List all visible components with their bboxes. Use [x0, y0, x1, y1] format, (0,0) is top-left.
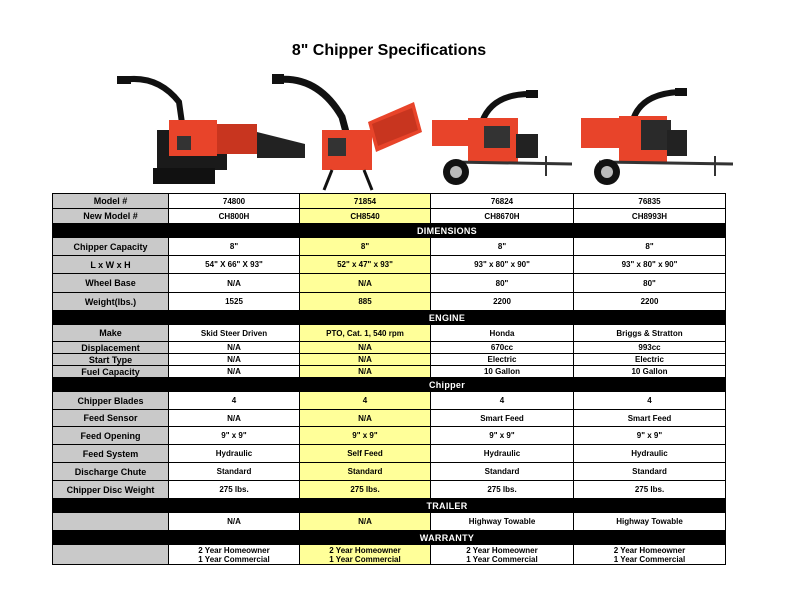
row-label: Start Type	[53, 354, 169, 366]
cell: Standard	[574, 463, 726, 481]
chipper-towable-honda-image	[422, 72, 582, 192]
cell: N/A	[300, 366, 431, 378]
cell: 9" x 9"	[574, 427, 726, 445]
section-header	[53, 531, 726, 545]
section-spacer	[53, 378, 169, 392]
cell	[574, 545, 726, 565]
cell: PTO, Cat. 1, 540 rpm	[300, 325, 431, 342]
table-row	[53, 427, 726, 445]
warranty-line-1: 2 Year Homeowner	[466, 545, 538, 555]
cell: 4	[300, 392, 431, 410]
cell: 8"	[169, 238, 300, 256]
cell: Briggs & Stratton	[574, 325, 726, 342]
cell: Electric	[574, 354, 726, 366]
cell	[169, 545, 300, 565]
cell: 54" X 66" X 93"	[169, 256, 300, 274]
chipper-pto-image	[272, 72, 422, 192]
cell: 275 lbs.	[169, 481, 300, 499]
row-label: Fuel Capacity	[53, 366, 169, 378]
section-title-warranty: WARRANTY	[169, 531, 726, 545]
cell: 93" x 80" x 90"	[574, 256, 726, 274]
cell: Highway Towable	[431, 513, 574, 531]
table-row	[53, 238, 726, 256]
cell: N/A	[300, 354, 431, 366]
warranty-line-1: 2 Year Homeowner	[613, 545, 686, 555]
cell: 52" x 47" x 93"	[300, 256, 431, 274]
table-row	[53, 209, 726, 224]
cell: CH8993H	[574, 209, 726, 224]
table-row	[53, 293, 726, 311]
section-title-trailer: TRAILER	[169, 499, 726, 513]
cell: CH800H	[169, 209, 300, 224]
row-label: Chipper Blades	[53, 392, 169, 410]
section-title-chipper: Chipper	[169, 378, 726, 392]
cell: 80"	[431, 274, 574, 293]
cell: 275 lbs.	[300, 481, 431, 499]
cell: Electric	[431, 354, 574, 366]
section-header	[53, 311, 726, 325]
cell: N/A	[300, 410, 431, 427]
cell: 275 lbs.	[431, 481, 574, 499]
cell: CH8670H	[431, 209, 574, 224]
table-row	[53, 445, 726, 463]
section-header	[53, 224, 726, 238]
cell: 275 lbs.	[574, 481, 726, 499]
cell: 4	[169, 392, 300, 410]
product-images	[117, 72, 737, 192]
cell: N/A	[169, 342, 300, 354]
warranty-line-1: 2 Year Homeowner	[198, 545, 270, 555]
cell: Highway Towable	[574, 513, 726, 531]
cell: Hydraulic	[574, 445, 726, 463]
cell: 885	[300, 293, 431, 311]
table-row	[53, 366, 726, 378]
cell: Smart Feed	[431, 410, 574, 427]
row-label: Wheel Base	[53, 274, 169, 293]
row-label	[53, 545, 169, 565]
cell: 1525	[169, 293, 300, 311]
row-label: Feed Opening	[53, 427, 169, 445]
cell: N/A	[300, 274, 431, 293]
row-label: Weight(lbs.)	[53, 293, 169, 311]
cell: 76824	[431, 194, 574, 209]
section-spacer	[53, 311, 169, 325]
cell: 2200	[431, 293, 574, 311]
cell: Standard	[431, 463, 574, 481]
section-spacer	[53, 499, 169, 513]
warranty-line-2: 1 Year Commercial	[329, 554, 401, 564]
cell: 76835	[574, 194, 726, 209]
cell: 670cc	[431, 342, 574, 354]
cell: N/A	[300, 342, 431, 354]
row-label: Make	[53, 325, 169, 342]
table-row	[53, 274, 726, 293]
cell: 8"	[574, 238, 726, 256]
cell: 4	[574, 392, 726, 410]
cell: 9" x 9"	[300, 427, 431, 445]
section-title-engine: ENGINE	[169, 311, 726, 325]
table-row	[53, 410, 726, 427]
cell: N/A	[169, 274, 300, 293]
cell: 8"	[300, 238, 431, 256]
cell: N/A	[169, 410, 300, 427]
cell: Honda	[431, 325, 574, 342]
row-label: Discharge Chute	[53, 463, 169, 481]
section-header	[53, 499, 726, 513]
table-row	[53, 481, 726, 499]
cell: 993cc	[574, 342, 726, 354]
table-row	[53, 256, 726, 274]
row-label: Model #	[53, 194, 169, 209]
table-row	[53, 513, 726, 531]
row-label: New Model #	[53, 209, 169, 224]
cell: 2200	[574, 293, 726, 311]
cell: 93" x 80" x 90"	[431, 256, 574, 274]
cell: Standard	[300, 463, 431, 481]
row-label: L x W x H	[53, 256, 169, 274]
row-label	[53, 513, 169, 531]
cell: N/A	[300, 513, 431, 531]
cell: 9" x 9"	[169, 427, 300, 445]
table-row	[53, 545, 726, 565]
cell: Skid Steer Driven	[169, 325, 300, 342]
cell: N/A	[169, 513, 300, 531]
cell: 10 Gallon	[431, 366, 574, 378]
warranty-line-2: 1 Year Commercial	[613, 554, 686, 564]
spec-table	[52, 193, 726, 565]
cell: Smart Feed	[574, 410, 726, 427]
cell: 9" x 9"	[431, 427, 574, 445]
table-row	[53, 194, 726, 209]
table-row	[53, 325, 726, 342]
warranty-line-2: 1 Year Commercial	[466, 554, 538, 564]
row-label: Displacement	[53, 342, 169, 354]
cell: N/A	[169, 354, 300, 366]
cell: 10 Gallon	[574, 366, 726, 378]
row-label: Feed Sensor	[53, 410, 169, 427]
table-row	[53, 392, 726, 410]
page-title: 8" Chipper Specifications	[291, 42, 487, 59]
row-label: Chipper Disc Weight	[53, 481, 169, 499]
cell: 74800	[169, 194, 300, 209]
section-spacer	[53, 531, 169, 545]
cell: 4	[431, 392, 574, 410]
section-header	[53, 378, 726, 392]
cell	[300, 545, 431, 565]
cell: Hydraulic	[431, 445, 574, 463]
table-row	[53, 342, 726, 354]
chipper-towable-briggs-image	[575, 72, 737, 192]
warranty-line-2: 1 Year Commercial	[198, 554, 270, 564]
warranty-line-1: 2 Year Homeowner	[329, 545, 401, 555]
cell: Standard	[169, 463, 300, 481]
table-row	[53, 354, 726, 366]
cell: 8"	[431, 238, 574, 256]
cell: CH8540	[300, 209, 431, 224]
cell: N/A	[169, 366, 300, 378]
cell: 71854	[300, 194, 431, 209]
section-title-dimensions: DIMENSIONS	[169, 224, 726, 238]
cell: Self Feed	[300, 445, 431, 463]
cell: 80"	[574, 274, 726, 293]
cell: Hydraulic	[169, 445, 300, 463]
row-label: Feed System	[53, 445, 169, 463]
section-spacer	[53, 224, 169, 238]
row-label: Chipper Capacity	[53, 238, 169, 256]
cell	[431, 545, 574, 565]
table-row	[53, 463, 726, 481]
